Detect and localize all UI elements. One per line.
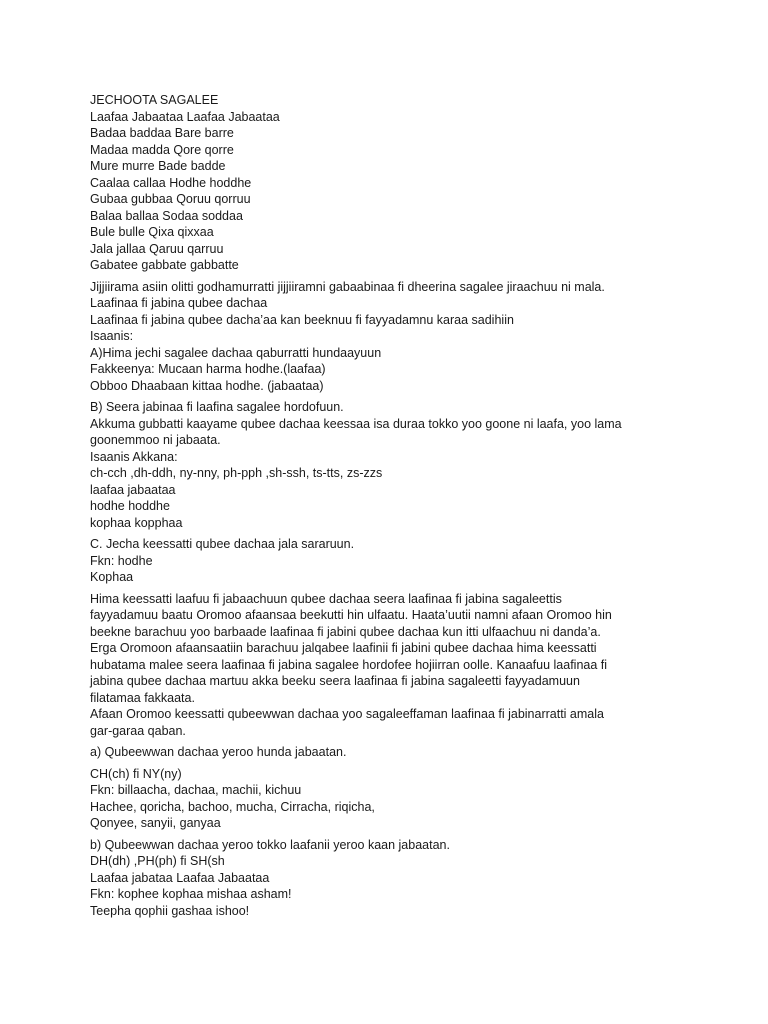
text-line: C. Jecha keessatti qubee dachaa jala sararuun. xyxy=(90,537,355,551)
text-line: Isaanis Akkana: xyxy=(90,449,178,464)
text-line: B) Seera jabinaa fi laafina sagalee hordofuun. xyxy=(90,400,344,414)
text-line: Laafaa jabataa Laafaa Jabaataa xyxy=(90,870,270,885)
text-line: Hachee, qoricha, bachoo, mucha, Cirracha, riqicha, xyxy=(90,799,375,814)
text-line: Gubaa gubbaa Qoruu qorruu xyxy=(90,192,251,206)
paragraph xyxy=(90,837,690,920)
text-line: Teepha qophii gashaa ishoo! xyxy=(90,903,250,918)
document-body xyxy=(90,92,690,924)
text-line: Caalaa callaa Hodhe hoddhe xyxy=(90,175,252,190)
text-line: ch-cch ,dh-ddh, ny-nny, ph-pph ,sh-ssh, ts-tts, zs-zzs xyxy=(90,466,383,480)
paragraph xyxy=(90,766,690,832)
text-line: fayyadamuu baatu Oromoo afaansaa beekutti hin ulfaatu. Haata’uutii namni afaan Oromoo hin xyxy=(90,608,612,622)
text-line: Qonyee, sanyii, ganyaa xyxy=(90,816,221,830)
text-line: filatamaa fakkaata. xyxy=(90,690,195,705)
text-line: Obboo Dhaabaan kittaa hodhe. (jabaataa) xyxy=(90,378,324,393)
text-line: Isaanis: xyxy=(90,329,134,343)
text-line: Jijjiirama asiin olitti godhamurratti jijjiiramni gabaabinaa fi dheerina sagalee jiraachuu ni mala. xyxy=(90,279,605,294)
text-line: Mure murre Bade badde xyxy=(90,159,226,173)
text-line: DH(dh) ,PH(ph) fi SH(sh xyxy=(90,854,225,868)
text-line: goonemmoo ni jabaata. xyxy=(90,433,221,447)
text-line: Fkn: billaacha, dachaa, machii, kichuu xyxy=(90,783,302,797)
text-line: Akkuma gubbatti kaayame qubee dachaa keessaa isa duraa tokko yoo goone ni laafa, yoo lama xyxy=(90,416,622,431)
paragraph xyxy=(90,744,690,761)
paragraph xyxy=(90,92,690,274)
text-line: laafaa jabaataa xyxy=(90,482,176,497)
text-line: jabina qubee dachaa martuu akka beeku seera laafinaa fi jabina sagaleetti fayyadamuun xyxy=(90,674,580,688)
text-line: kophaa kopphaa xyxy=(90,515,183,530)
text-line: Balaa ballaa Sodaa soddaa xyxy=(90,208,243,223)
text-line: beekne barachuu yoo barbaade laafinaa fi jabini qubee dachaa kun itti ulfaachuu ni danda’a. xyxy=(90,624,601,639)
text-line: Afaan Oromoo keessatti qubeewwan dachaa yoo sagaleeffaman laafinaa fi jabinarratti amala xyxy=(90,707,604,721)
paragraph xyxy=(90,399,690,531)
text-line: Laafinaa fi jabina qubee dacha’aa kan beeknuu fi fayyadamnu karaa sadihiin xyxy=(90,312,514,327)
paragraph xyxy=(90,279,690,395)
text-line: hodhe hoddhe xyxy=(90,499,170,513)
text-line: Gabatee gabbate gabbatte xyxy=(90,258,239,272)
paragraph xyxy=(90,536,690,586)
text-line: Madaa madda Qore qorre xyxy=(90,142,234,157)
text-line: gar-garaa qaban. xyxy=(90,723,186,738)
text-line: A)Hima jechi sagalee dachaa qaburratti hundaayuun xyxy=(90,345,382,360)
text-line: Erga Oromoon afaansaatiin barachuu jalqabee laafinii fi jabini qubee dachaa hima keessatti xyxy=(90,641,597,655)
text-line: Kophaa xyxy=(90,570,134,584)
text-line: Fkn: kophee kophaa mishaa asham! xyxy=(90,887,292,901)
text-line: Laafaa Jabaataa Laafaa Jabaataa xyxy=(90,109,280,124)
paragraph xyxy=(90,591,690,740)
document-title: JECHOOTA SAGALEE xyxy=(90,93,219,107)
text-line: Bule bulle Qixa qixxaa xyxy=(90,225,214,239)
text-line: CH(ch) fi NY(ny) xyxy=(90,766,182,781)
text-line: a) Qubeewwan dachaa yeroo hunda jabaatan. xyxy=(90,745,347,759)
text-line: Fakkeenya: Mucaan harma hodhe.(laafaa) xyxy=(90,362,326,376)
text-line: Badaa baddaa Bare barre xyxy=(90,126,234,140)
text-line: Jala jallaa Qaruu qarruu xyxy=(90,241,224,256)
text-line: Fkn: hodhe xyxy=(90,553,153,568)
text-line: b) Qubeewwan dachaa yeroo tokko laafanii yeroo kaan jabaatan. xyxy=(90,837,450,852)
text-line: Hima keessatti laafuu fi jabaachuun qubee dachaa seera laafinaa fi jabina sagaleettis xyxy=(90,591,562,606)
text-line: Laafinaa fi jabina qubee dachaa xyxy=(90,296,268,310)
text-line: hubatama malee seera laafinaa fi jabina sagalee hordofee hojiirran oolle. Kanaafuu laafinaa fi xyxy=(90,657,608,672)
